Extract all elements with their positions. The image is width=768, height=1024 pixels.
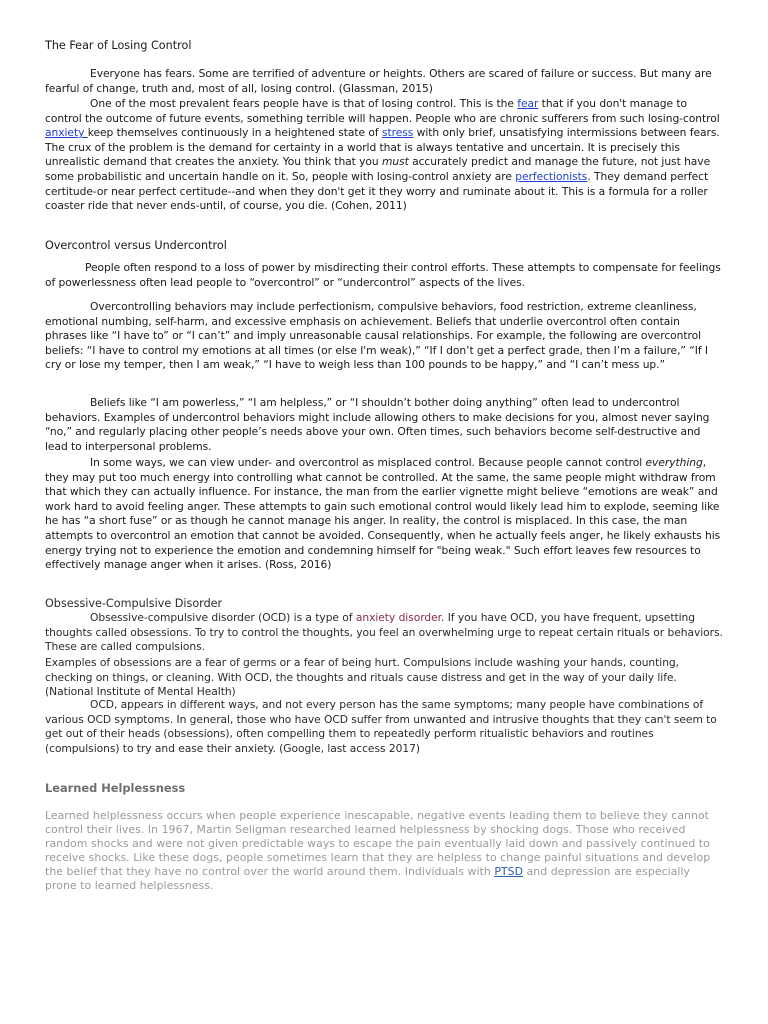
- paragraph-misplaced-control: In some ways, we can view under- and overcontrol as misplaced control. Because people cannot control everything, they may put too much energy into controlling what cannot be controlled. At the same, the same people might withdraw from that which they can actually influence. For instance, the man from the earlier vignette might believe “emotions are weak” and work hard to avoid feeling anger. These attempts to gain such emotional control would likely lead him to explode, seeming like he has “a short fuse” or as though he cannot manage his anger. In reality, the control is misplaced. In this case, the man attempts to overcontrol an emotion that cannot be avoided. Consequently, when he actually feels anger, he likely exhausts his energy trying not to experience the emotion and condemning himself for "being weak." Such effort leaves few resources to effectively manage anger when it arises. (Ross, 2016): [45, 456, 721, 572]
- link-anxiety-disorder[interactable]: anxiety disorder: [355, 611, 442, 624]
- link-stress[interactable]: stress: [381, 126, 414, 140]
- paragraph-learned-helplessness: Learned helplessness occurs when people experience inescapable, negative events leading them to believe they cannot control their lives. In 1967, Martin Seligman researched learned helplessness by shocking dogs. Those who received random shocks and were not given predictable ways to escape the pain eventually laid down and passively continued to receive shocks. Like these dogs, people sometimes learn that they are helpless to change painful situations and develop the belief that they have no control over the world around them. Individuals with PTSD and depression are especially prone to learned helplessness.: [45, 809, 711, 893]
- emphasis-everything: everything: [645, 456, 703, 469]
- link-fear[interactable]: fear: [517, 97, 539, 110]
- link-anxiety[interactable]: anxiety: [45, 126, 88, 140]
- paragraph-ocd-definition: Obsessive-compulsive disorder (OCD) is a type of anxiety disorder. If you have OCD, you have frequent, upsetting thoughts called obsessions. To try to control the thoughts, you feel an overwhelming urge to repeat certain rituals or behaviors. These are called compulsions.: [45, 611, 723, 654]
- paragraph-ocd-symptoms: OCD, appears in different ways, and not every person has the same symptoms; many people have combinations of various OCD symptoms. In general, those who have OCD suffer from unwanted and intrusive thoughts that they can't seem to get out of their heads (obsessions), often compelling them to repeatedly perform ritualistic behaviors and routines (compulsions) to try and ease their anxiety. (Google, last access 2017): [45, 698, 717, 755]
- section-title-fear-of-losing-control: The Fear of Losing Control: [45, 39, 192, 52]
- paragraph-loss-of-power: People often respond to a loss of power by misdirecting their control efforts. These attempts to compensate for feelings of powerlessness often lead people to “overcontrol” or “undercontrol” aspects of the lives.: [45, 261, 721, 289]
- paragraph-losing-control: One of the most prevalent fears people have is that of losing control. This is the fear that if you don't manage to control the outcome of future events, something terrible will happen. People who are chronic sufferers from such losing-control anxiety keep themselves continuously in a heightened state of stress with only brief, unsatisfying intermissions between fears. The crux of the problem is the demand for certainty in a world that is always tentative and uncertain. It is precisely this unrealistic demand that creates the anxiety. You think that you must accurately predict and manage the future, not just have some probabilistic and uncertain handle on it. So, people with losing-control anxiety are perfectionists. They demand perfect certitude-or near perfect certitude--and when they don't get it they worry and ruminate about it. This is a formula for a roller coaster ride that never ends-until, of course, you die. (Cohen, 2011): [45, 97, 720, 213]
- link-perfectionists[interactable]: perfectionists: [515, 169, 588, 183]
- section-title-learned-helplessness: Learned Helplessness: [45, 781, 186, 795]
- paragraph-overcontrolling-behaviors: Overcontrolling behaviors may include perfectionism, compulsive behaviors, food restriction, extreme cleanliness, emotional numbing, self-harm, and excessive emphasis on achievement. Beliefs that underlie overcontrol often contain phrases like “I have to” or “I can’t” and imply unreasonable causal relationships. For example, the following are overcontrol beliefs: “I have to control my emotions at all times (or else I'm weak),” “If I don’t get a perfect grade, then I’m a failure,” “If I cry or lose my temper, then I am weak,” “I have to weigh less than 100 pounds to be happy,” and “I can’t mess up.”: [45, 300, 709, 372]
- paragraph-undercontrol-beliefs: Beliefs like “I am powerless,” “I am helpless,” or “I shouldn’t bother doing anything” often lead to undercontrol behaviors. Examples of undercontrol behaviors might include allowing others to make decisions for you, almost never saying “no,” and regularly placing other people’s needs above your own. Often times, such behaviors become self-destructive and lead to interpersonal problems.: [45, 396, 710, 453]
- paragraph-ocd-examples: Examples of obsessions are a fear of germs or a fear of being hurt. Compulsions include washing your hands, counting, checking on things, or cleaning. With OCD, the thoughts and rituals cause distress and get in the way of your daily life. (National Institute of Mental Health): [45, 656, 680, 699]
- paragraph-everyone-has-fears: Everyone has fears. Some are terrified of adventure or heights. Others are scared of failure or success. But many are fearful of change, truth and, most of all, losing control. (Glassman, 2015): [45, 67, 712, 95]
- section-title-overcontrol-undercontrol: Overcontrol versus Undercontrol: [45, 239, 227, 252]
- section-title-ocd: Obsessive-Compulsive Disorder: [45, 597, 223, 610]
- emphasis-must: must: [382, 155, 409, 169]
- link-ptsd[interactable]: PTSD: [494, 865, 524, 879]
